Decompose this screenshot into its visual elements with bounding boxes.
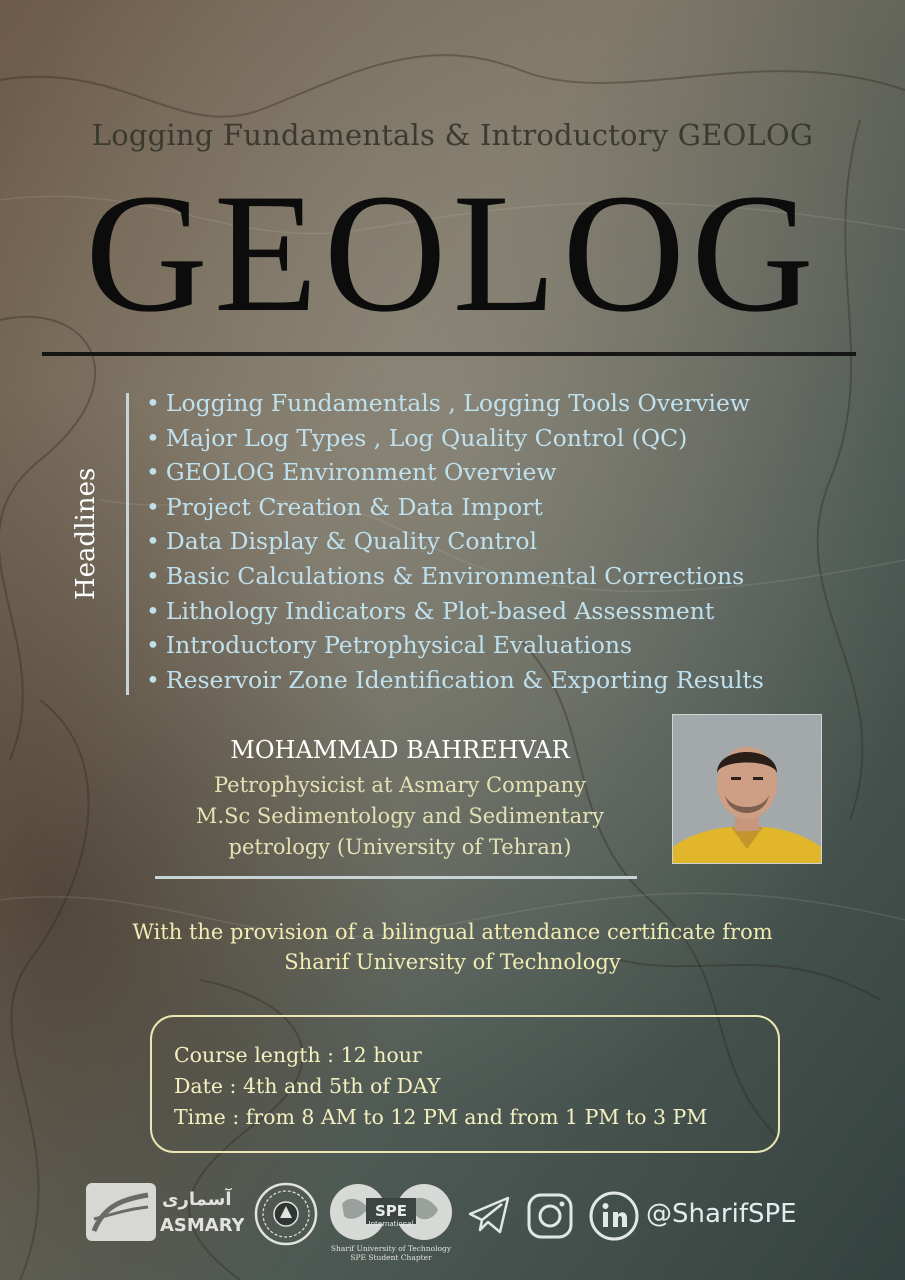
- social-handle[interactable]: @SharifSPE: [646, 1199, 797, 1229]
- list-item: • Introductory Petrophysical Evaluations: [146, 631, 633, 660]
- certificate-line2: Sharif University of Technology: [284, 950, 621, 974]
- instructor-photo: [672, 714, 822, 864]
- svg-text:Sharif University of Technolog: Sharif University of Technology: [330, 1244, 452, 1253]
- instagram-icon[interactable]: [526, 1192, 574, 1240]
- bullet-icon: •: [146, 596, 160, 625]
- instructor-role: Petrophysicist at Asmary Company: [214, 773, 586, 797]
- list-item: • Data Display & Quality Control: [146, 527, 538, 556]
- telegram-icon[interactable]: [466, 1192, 512, 1238]
- instructor-degree-line2: petrology (University of Tehran): [228, 835, 572, 859]
- bullet-icon: •: [146, 492, 160, 521]
- page-title: GEOLOG: [85, 159, 820, 347]
- list-item: • GEOLOG Environment Overview: [146, 458, 557, 487]
- top-divider: [42, 352, 856, 356]
- svg-text:SPE: SPE: [374, 1202, 408, 1220]
- spe-globe-icon: [328, 1178, 454, 1262]
- svg-text:International: International: [368, 1220, 414, 1228]
- list-item: • Major Log Types , Log Quality Control (QC): [146, 423, 688, 452]
- instructor-portrait-icon: [673, 715, 821, 863]
- spe-logo: [328, 1178, 454, 1262]
- list-item: • Project Creation & Data Import: [146, 492, 543, 521]
- instructor-degree-line1: M.Sc Sedimentology and Sedimentary: [195, 804, 605, 828]
- list-item: • Lithology Indicators & Plot-based Assessment: [146, 596, 715, 625]
- headlines-list: [146, 386, 764, 697]
- course-subtitle: Logging Fundamentals & Introductory GEOLOG: [91, 118, 814, 152]
- bullet-icon: •: [146, 561, 160, 590]
- bullet-icon: •: [146, 631, 160, 660]
- bullet-icon: •: [146, 423, 160, 452]
- linkedin-icon[interactable]: [586, 1190, 642, 1242]
- course-time: Time : from 8 AM to 12 PM and from 1 PM to 3 PM: [174, 1105, 708, 1129]
- svg-text:SPE Student Chapter: SPE Student Chapter: [350, 1253, 432, 1262]
- headlines-vertical-bar: [126, 393, 129, 695]
- bullet-icon: •: [146, 389, 160, 417]
- asmary-logo: [84, 1175, 244, 1255]
- university-seal-icon: [254, 1182, 318, 1246]
- list-item: • Logging Fundamentals , Logging Tools Overview: [146, 389, 750, 417]
- asmary-logo-icon: [84, 1175, 244, 1245]
- list-item: • Reservoir Zone Identification & Exporting Results: [146, 665, 764, 694]
- svg-text:آسماری: آسماری: [162, 1189, 232, 1210]
- bullet-icon: •: [146, 527, 160, 556]
- middle-divider: [155, 876, 637, 879]
- headlines-label: Headlines: [71, 467, 101, 600]
- course-length: Course length : 12 hour: [174, 1043, 422, 1067]
- bullet-icon: •: [146, 665, 160, 694]
- instructor-name: MOHAMMAD BAHREHVAR: [230, 736, 570, 764]
- certificate-line1: With the provision of a bilingual attendance certificate from: [132, 920, 773, 944]
- svg-text:ASMARY: ASMARY: [160, 1215, 244, 1236]
- course-date: Date : 4th and 5th of DAY: [174, 1074, 441, 1098]
- list-item: • Basic Calculations & Environmental Corrections: [146, 561, 745, 590]
- bullet-icon: •: [146, 458, 160, 487]
- sharif-university-logo: [254, 1182, 318, 1262]
